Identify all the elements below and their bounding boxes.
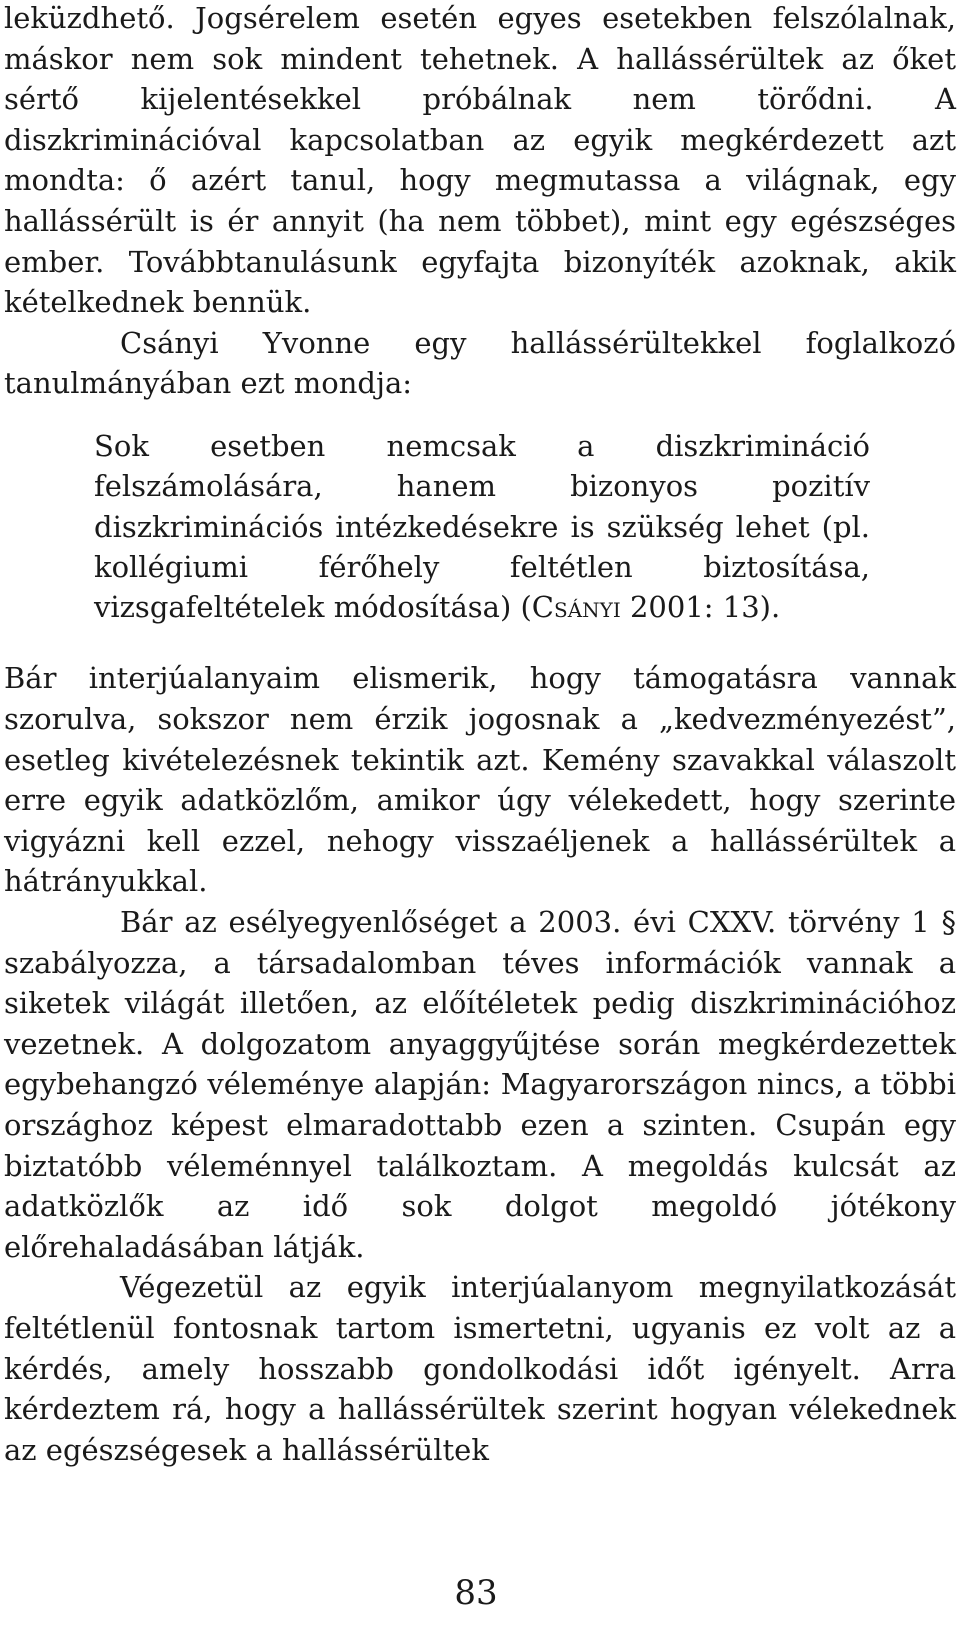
body-paragraph-3: Bár interjúalanyaim elismerik, hogy támogatásra vannak szorulva, sokszor nem érzik jogosnak a „kedvezményezést”, esetleg kivételezésnek tekintik azt. Kemény szavakkal válaszolt erre egyik adatközlőm, amikor úgy vélekedett, hogy szerinte vigyázni kell ezzel, nehogy visszaéljenek a hallássérültek a hátrányukkal. (4, 661, 956, 899)
page-number: 83 (454, 1573, 498, 1613)
body-paragraph-5: Végezetül az egyik interjúalanyom megnyilatkozását feltétlenül fontosnak tartom ismertetni, ugyanis ez volt az a kérdés, amely hosszabb gondolkodási időt igényelt. Arra kérdeztem rá, hogy a hallássérültek szerint hogyan vélekednek az egészségesek a hallássérültek (4, 1270, 956, 1467)
quote-author-smallcaps: sányi (554, 590, 621, 625)
quote-text: Sok esetben nemcsak a diszkrimináció felszámolására, hanem bizonyos pozitív diszkriminációs intézkedésekre is szükség lehet (pl. kollégiumi férőhely feltétlen biztosítása, vizsgafeltételek módosítása) (C (94, 428, 870, 625)
block-quote (94, 426, 870, 627)
document-page (4, 0, 956, 1470)
quote-citation: 2001: 13). (620, 590, 781, 625)
body-paragraph-1: leküzdhető. Jogsérelem esetén egyes esetekben felszólalnak, máskor nem sok mindent tehetnek. A hallássérültek az őket sértő kijelentésekkel próbálnak nem törődni. A diszkriminációval kapcsolatban az egyik megkérdezett azt mondta: ő azért tanul, hogy megmutassa a világnak, egy hallássérült is ér annyit (ha nem többet), mint egy egészséges ember. Továbbtanulásunk egyfajta bizonyíték azoknak, akik kételkednek bennük. (4, 1, 956, 320)
body-paragraph-4: Bár az esélyegyenlőséget a 2003. évi CXXV. törvény 1 § szabályozza, a társadalomban téves információk vannak a siketek világát illetően, az előítéletek pedig diszkriminációhoz vezetnek. A dolgozatom anyaggyűjtése során megkérdezettek egybehangzó véleménye alapján: Magyarországon nincs, a többi országhoz képest elmaradottabb ezen a szinten. Csupán egy biztatóbb véleménnyel találkoztam. A megoldás kulcsát az adatközlők az idő sok dolgot megoldó jótékony előrehaladásában látják. (4, 904, 956, 1264)
body-paragraph-2: Csányi Yvonne egy hallássérültekkel foglalkozó tanulmányában ezt mondja: (4, 325, 956, 401)
